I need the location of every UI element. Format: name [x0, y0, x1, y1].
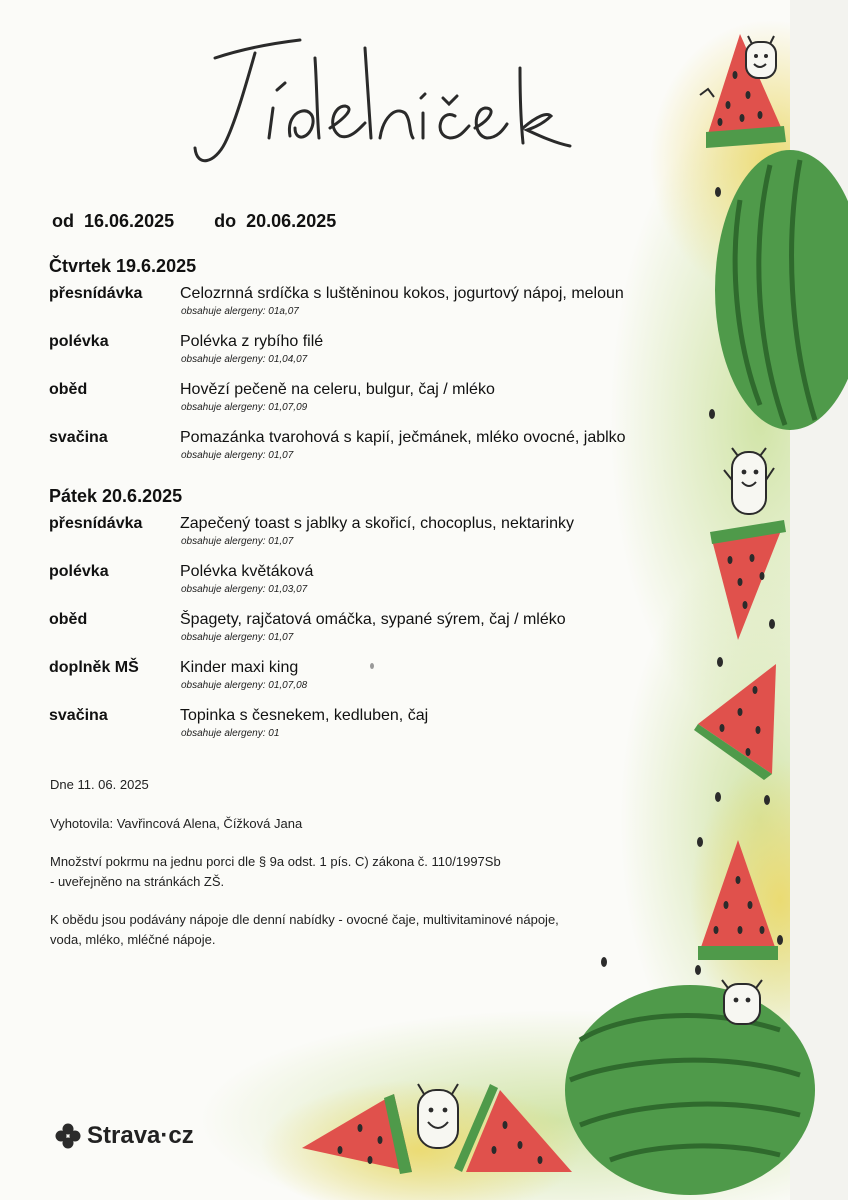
quantity-note-line2: - uveřejněno na stránkách ZŠ.	[50, 874, 225, 889]
meal-description: Pomazánka tvarohová s kapií, ječmánek, mléko ovocné, jablko	[180, 429, 626, 446]
meal-label: přesnídávka	[49, 515, 143, 532]
meal-label: oběd	[49, 611, 88, 628]
meal-description: Celozrnná srdíčka s luštěninou kokos, jogurtový nápoj, meloun	[180, 285, 624, 302]
date-from-label: od	[52, 211, 74, 231]
date-to: 20.06.2025	[246, 211, 337, 231]
meal-allergens: obsahuje alergeny: 01,07	[181, 450, 294, 461]
prepared-by: Vyhotovila: Vavřincová Alena, Čížková Jana	[50, 816, 303, 831]
meal-description: Topinka s česnekem, kedluben, čaj	[180, 707, 429, 724]
meal-allergens: obsahuje alergeny: 01,07,08	[181, 680, 308, 691]
meal-label: doplněk MŠ	[49, 659, 139, 676]
date-from: 16.06.2025	[84, 211, 175, 231]
meal-description: Hovězí pečeně na celeru, bulgur, čaj / mléko	[180, 381, 495, 398]
meal-allergens: obsahuje alergeny: 01,03,07	[181, 584, 308, 595]
meal-label: oběd	[49, 381, 88, 398]
date-range	[52, 211, 336, 232]
drinks-note-line2: voda, mléko, mléčné nápoje.	[50, 932, 216, 947]
meal-allergens: obsahuje alergeny: 01,07,09	[181, 402, 308, 413]
meal-description: Špagety, rajčatová omáčka, sypané sýrem, čaj / mléko	[180, 611, 566, 628]
issue-date: Dne 11. 06. 2025	[50, 777, 149, 792]
meal-description: Zapečený toast s jablky a skořicí, chocoplus, nektarinky	[180, 515, 574, 532]
logo-text: Strava·cz	[87, 1122, 194, 1149]
drinks-note-line1: K obědu jsou podávány nápoje dle denní nabídky - ovocné čaje, multivitaminové nápoje,	[50, 912, 559, 927]
meal-allergens: obsahuje alergeny: 01	[181, 728, 280, 739]
meal-label: svačina	[49, 429, 108, 446]
meal-allergens: obsahuje alergeny: 01,07	[181, 536, 294, 547]
meal-description: Kinder maxi king	[180, 659, 299, 676]
day-heading: Čtvrtek 19.6.2025	[49, 256, 197, 276]
meal-allergens: obsahuje alergeny: 01a,07	[181, 306, 299, 317]
meal-allergens: obsahuje alergeny: 01,04,07	[181, 354, 308, 365]
day-heading: Pátek 20.6.2025	[49, 486, 183, 506]
meal-label: přesnídávka	[49, 285, 143, 302]
clover-icon	[55, 1123, 81, 1149]
meal-label: polévka	[49, 333, 109, 350]
quantity-note-line1: Množství pokrmu na jednu porci dle § 9a odst. 1 pís. C) zákona č. 110/1997Sb	[50, 854, 501, 869]
meal-description: Polévka z rybího filé	[180, 333, 324, 350]
meal-description: Polévka květáková	[180, 563, 314, 580]
meal-label: svačina	[49, 707, 108, 724]
meal-allergens: obsahuje alergeny: 01,07	[181, 632, 294, 643]
title-handwritten	[185, 28, 585, 178]
strava-logo	[55, 1122, 194, 1150]
meal-label: polévka	[49, 563, 109, 580]
date-to-label: do	[214, 211, 237, 231]
